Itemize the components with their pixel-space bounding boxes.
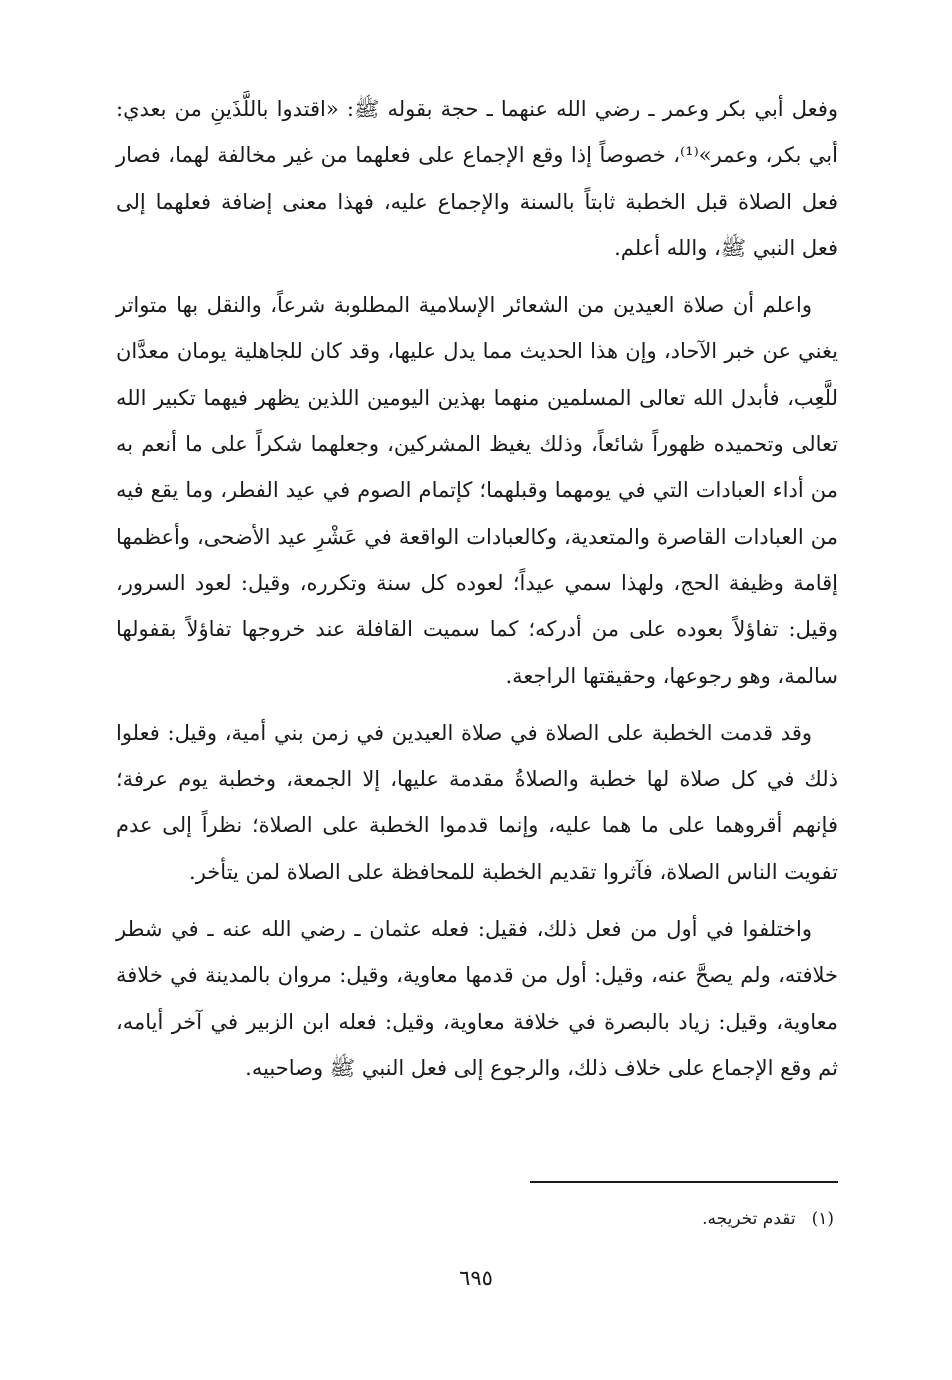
paragraph-4: واختلفوا في أول من فعل ذلك، فقيل: فعله عثمان ـ رضي الله عنه ـ في شطر خلافته، ولم يصحَّ عنه، وقيل: أول من قدمها معاوية، وقيل: مروان بالمدينة في خلافة معاوية، وقيل: زياد بالبصرة في خلافة معاوية، وقيل: فعله ابن الزبير في آخر أيامه، ثم وقع الإجماع على خلاف ذلك، والرجوع إلى فعل النبي ﷺ وصاحبيه. [116, 917, 838, 1080]
footnote-text: تقدم تخريجه. [702, 1209, 796, 1229]
footnote [702, 1206, 834, 1232]
paragraph-3: وقد قدمت الخطبة على الصلاة في صلاة العيدين في زمن بني أمية، وقيل: فعلوا ذلك في كل صلاة لها خطبة والصلاةُ مقدمة عليها، إلا الجمعة، وخطبة يوم عرفة؛ فإنهم أقروهما على ما هما عليه، وإنما قدموا الخطبة على الصلاة؛ نظراً إلى عدم تفويت الناس الصلاة، فآثروا تقديم الخطبة للمحافظة على الصلاة لمن يتأخر. [116, 720, 838, 884]
paragraph-2: واعلم أن صلاة العيدين من الشعائر الإسلامية المطلوبة شرعاً، والنقل بها متواتر يغني عن خبر الآحاد، وإن هذا الحديث مما يدل عليها، وقد كان للجاهلية يومان معدَّان للَّعِب، فأبدل الله تعالى المسلمين منهما بهذين اليومين اللذين يظهر فيهما تكبير الله تعالى وتحميده ظهوراً شائعاً، وذلك يغيظ المشركين، وجعلهما شكراً على ما أنعم به من أداء العبادات التي في يومهما وقبلهما؛ كإتمام الصوم في عيد الفطر، وما يقع فيه من العبادات القاصرة والمتعدية، وكالعبادات الواقعة في عَشْرِ عيد الأضحى، وأعظمها إقامة وظيفة الحج، ولهذا سمي عيداً؛ لعوده كل سنة وتكرره، وقيل: لعود السرور، وقيل: تفاؤلاً بعوده على من أدركه؛ كما سميت القافلة عند خروجها تفاؤلاً بقفولها سالمة، وهو رجوعها، وحقيقتها الراجعة. [116, 293, 838, 688]
main-text-body [116, 86, 838, 1102]
paragraph-1: وفعل أبي بكر وعمر ـ رضي الله عنهما ـ حجة بقوله ﷺ: «اقتدوا باللَّذَينِ من بعدي: أبي بكر، وعمر»⁽¹⁾، خصوصاً إذا وقع الإجماع على فعلهما من غير مخالفة لهما، فصار فعل الصلاة قبل الخطبة ثابتاً بالسنة والإجماع عليه، فهذا معنى إضافة فعلهما إلى فعل النبي ﷺ، والله أعلم. [116, 97, 838, 260]
page-number: ٦٩٥ [459, 1266, 493, 1290]
footnote-marker: (١) [811, 1209, 834, 1229]
footnote-separator [530, 1181, 838, 1183]
